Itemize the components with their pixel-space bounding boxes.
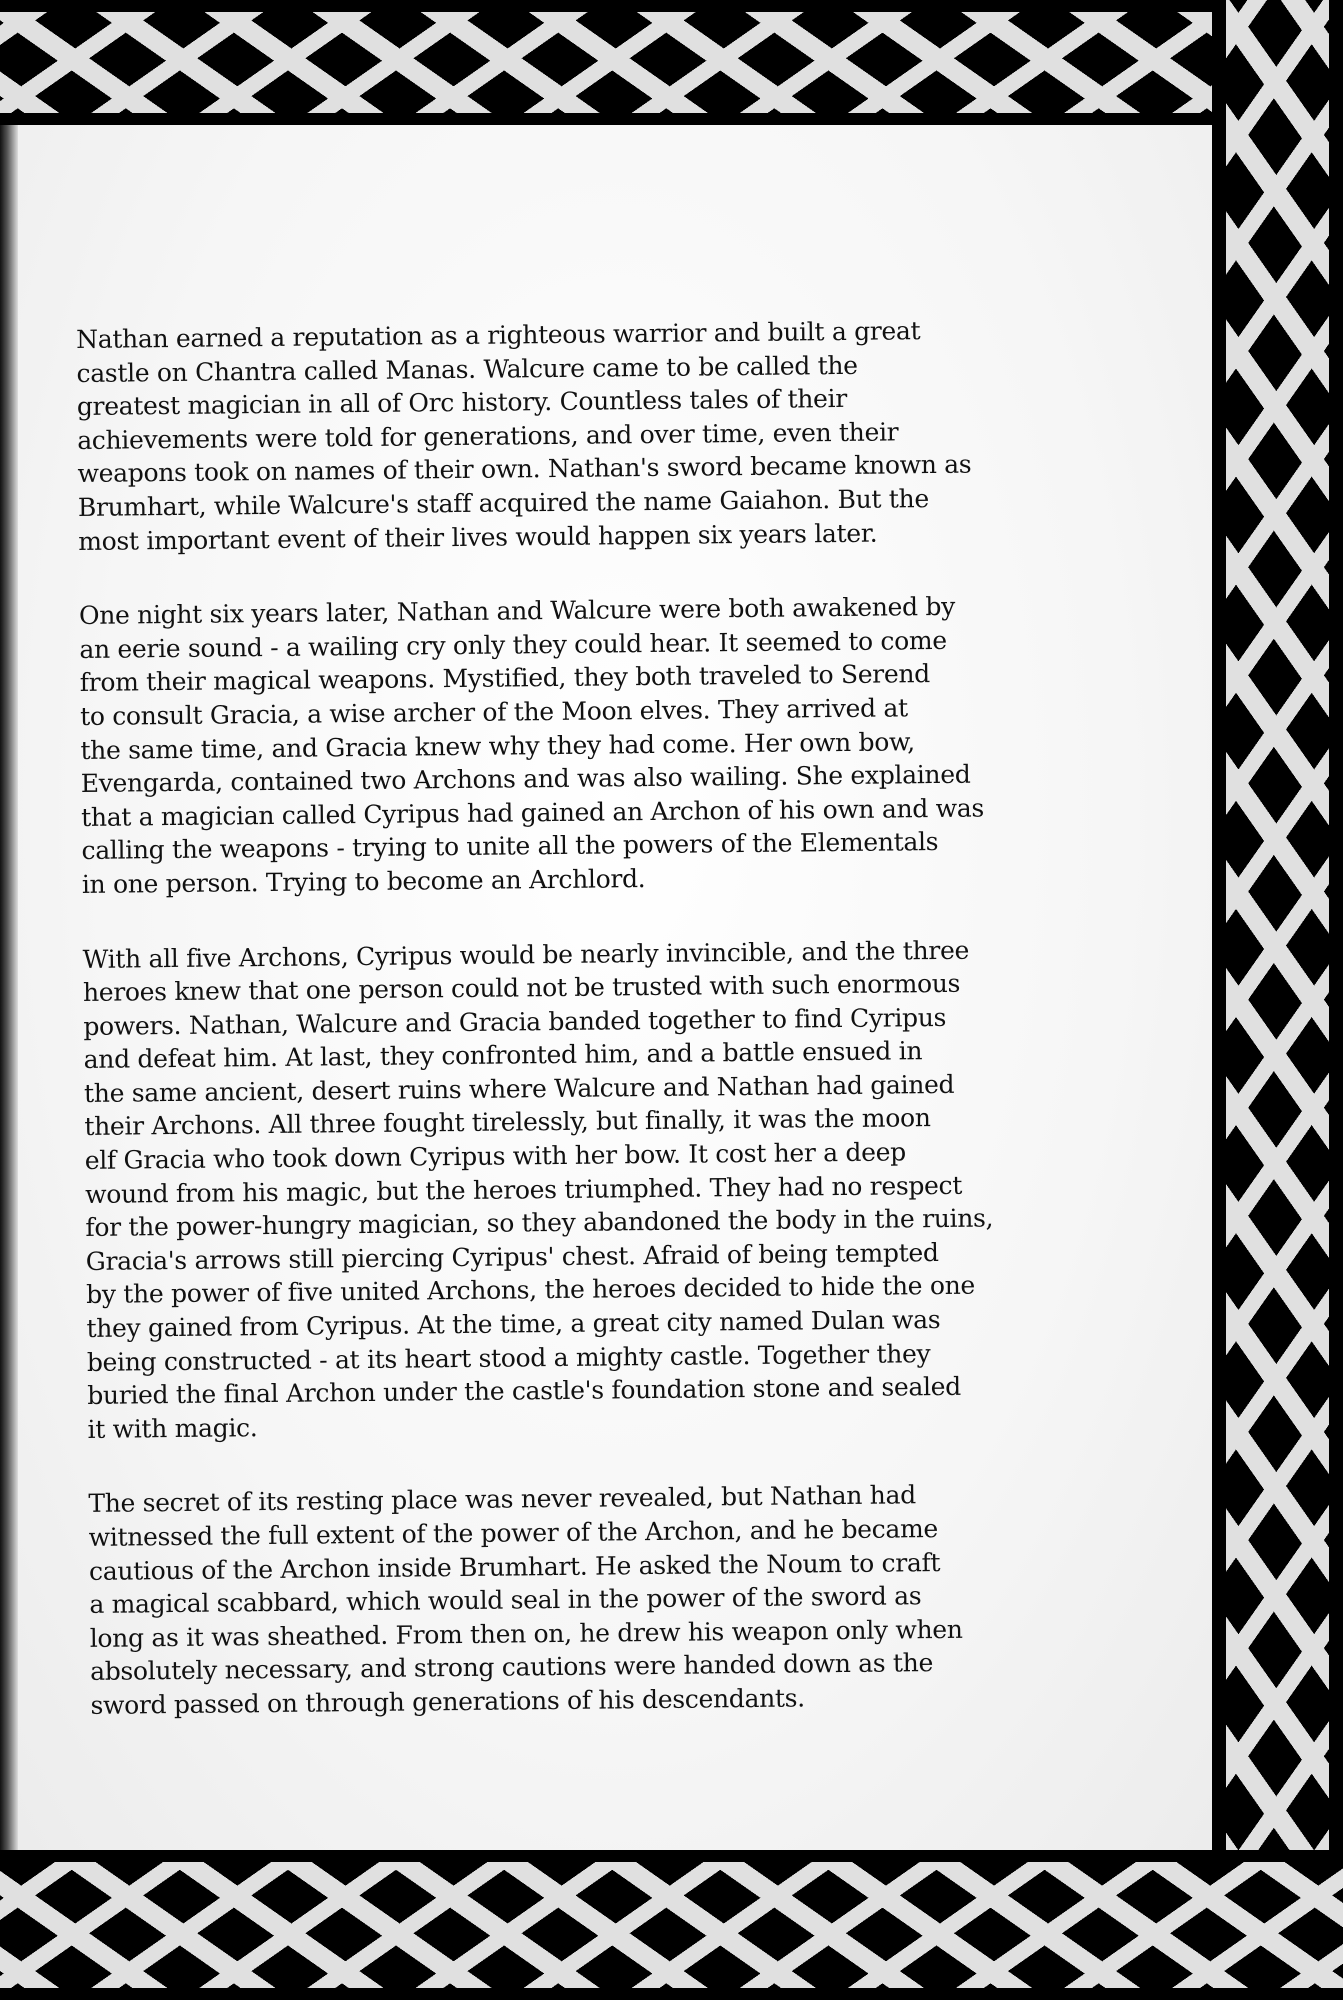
text-line: the same ancient, desert ruins where Walcure and Nathan had gained — [83, 1069, 955, 1108]
text-line: castle on Chantra called Manas. Walcure came to be called the — [76, 350, 858, 388]
text-line: Gracia's arrows still piercing Cyripus' chest. Afraid of being tempted — [85, 1237, 939, 1276]
page-left-edge — [0, 0, 18, 2000]
text-line: an eerie sound - a wailing cry only they could hear. It seemed to come — [79, 625, 947, 664]
text-line: their Archons. All three fought tirelessly, but finally, it was the moon — [84, 1103, 931, 1142]
paragraph-4 — [88, 1476, 1150, 1722]
text-line: calling the weapons - trying to unite all the powers of the Elementals — [81, 827, 939, 866]
text-line: buried the final Archon under the castle's foundation stone and sealed — [87, 1372, 962, 1411]
text-line: absolutely necessary, and strong cautions were handed down as the — [89, 1648, 934, 1687]
text-line: sword passed on through generations of his descendants. — [90, 1683, 805, 1720]
text-line: it with magic. — [87, 1412, 258, 1444]
text-line: and defeat him. At last, they confronted him, and a battle ensued in — [83, 1036, 923, 1075]
text-line: One night six years later, Nathan and Walcure were both awakened by — [78, 591, 956, 631]
text-line: weapons took on names of their own. Nathan's sword became known as — [77, 450, 972, 489]
text-line: witnessed the full extent of the power of the Archon, and he became — [88, 1514, 939, 1552]
text-line: being constructed - at its heart stood a mighty castle. Together they — [86, 1338, 931, 1377]
text-line: by the power of five united Archons, the heroes decided to hide the one — [86, 1271, 976, 1310]
text-line: in one person. Trying to become an Archlord. — [81, 863, 646, 899]
text-line: elf Gracia who took down Cyripus with her bow. It cost her a deep — [84, 1137, 907, 1176]
paragraph-1 — [76, 312, 1138, 558]
celtic-knot-border-top — [0, 0, 1343, 125]
text-line: that a magician called Cyripus had gained an Archon of his own and was — [81, 793, 985, 832]
text-line: to consult Gracia, a wise archer of the Moon elves. They arrived at — [79, 693, 908, 731]
paragraph-3 — [82, 931, 1147, 1446]
text-line: Brumhart, while Walcure's staff acquired the name Gaiahon. But the — [77, 484, 930, 522]
story-text — [76, 312, 1151, 1764]
text-line: greatest magician in all of Orc history. Countless tales of their — [76, 384, 848, 422]
text-line: cautious of the Archon inside Brumhart. He asked the Noum to craft — [88, 1547, 941, 1586]
paragraph-2 — [79, 588, 1142, 901]
text-line: for the power-hungry magician, so they abandoned the body in the ruins, — [85, 1203, 994, 1243]
text-line: most important event of their lives would happen six years later. — [78, 518, 878, 556]
text-line: long as it was sheathed. From then on, he drew his weapon only when — [89, 1614, 963, 1653]
text-line: The secret of its resting place was never revealed, but Nathan had — [88, 1480, 916, 1519]
celtic-knot-border-bottom — [0, 1850, 1343, 2000]
text-line: a magical scabbard, which would seal in the power of the sword as — [89, 1581, 922, 1620]
text-line: Evengarda, contained two Archons and was also wailing. She explained — [80, 759, 971, 799]
page-body — [18, 125, 1212, 1850]
text-line: they gained from Cyripus. At the time, a great city named Dulan was — [86, 1305, 941, 1343]
text-line: Nathan earned a reputation as a righteous warrior and built a great — [76, 316, 921, 354]
text-line: the same time, and Gracia knew why they had come. Her own bow, — [80, 726, 915, 765]
text-line: heroes knew that one person could not be trusted with such enormous — [82, 968, 961, 1008]
text-line: powers. Nathan, Walcure and Gracia banded together to find Cyripus — [83, 1002, 947, 1041]
text-line: from their magical weapons. Mystified, they both traveled to Serend — [79, 659, 931, 698]
text-line: With all five Archons, Cyripus would be nearly invincible, and the three — [82, 935, 970, 974]
text-line: wound from his magic, but the heroes triumphed. They had no respect — [84, 1170, 963, 1209]
celtic-knot-border-right — [1212, 0, 1343, 2000]
text-line: achievements were told for generations, and over time, even their — [77, 417, 899, 455]
